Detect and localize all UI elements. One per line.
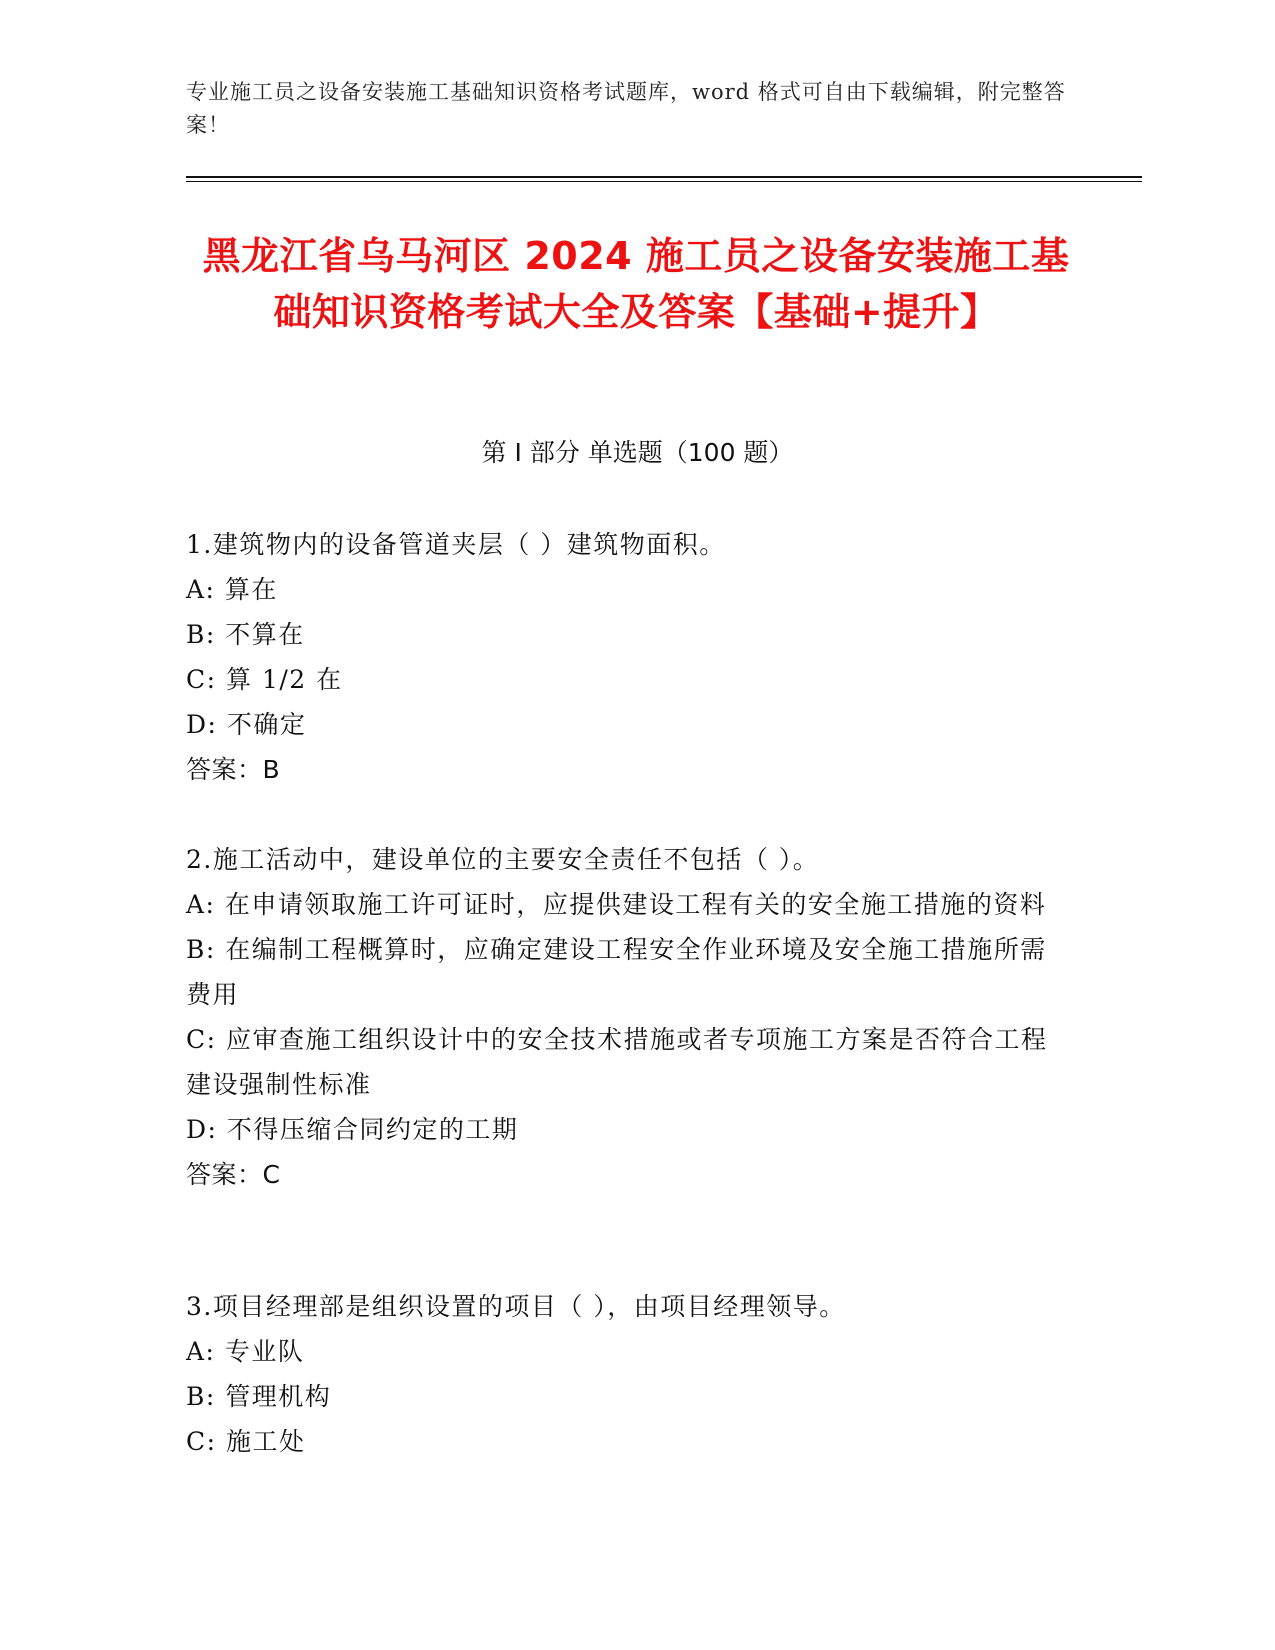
option-b: B: 不算在 bbox=[186, 620, 305, 649]
option-a: A: 算在 bbox=[186, 575, 278, 604]
question-item bbox=[186, 837, 1066, 1197]
question-stem: 1.建筑物内的设备管道夹层（ ）建筑物面积。 bbox=[186, 530, 726, 559]
option-a: A: 在申请领取施工许可证时，应提供建设工程有关的安全施工措施的资料 bbox=[186, 890, 1047, 919]
option-d: D: 不得压缩合同约定的工期 bbox=[186, 1115, 519, 1144]
option-b: B: 管理机构 bbox=[186, 1382, 332, 1411]
option-a: A: 专业队 bbox=[186, 1337, 305, 1366]
answer-line: 答案：B bbox=[186, 755, 281, 784]
answer-line: 答案：C bbox=[186, 1160, 281, 1189]
question-item bbox=[186, 1284, 1066, 1464]
question-item bbox=[186, 522, 1066, 792]
option-c: C: 应审查施工组织设计中的安全技术措施或者专项施工方案是否符合工程建设强制性标准 bbox=[186, 1025, 1048, 1099]
option-b: B: 在编制工程概算时，应确定建设工程安全作业环境及安全施工措施所需费用 bbox=[186, 935, 1047, 1009]
option-d: D: 不确定 bbox=[186, 710, 307, 739]
header-note: 专业施工员之设备安装施工基础知识资格考试题库，word 格式可自由下载编辑，附完整答案！ bbox=[186, 80, 1066, 137]
section-heading: 第 I 部分 单选题（100 题） bbox=[481, 438, 794, 467]
question-stem: 3.项目经理部是组织设置的项目（ ），由项目经理领导。 bbox=[186, 1292, 846, 1321]
option-c: C: 算 1/2 在 bbox=[186, 665, 343, 694]
document-title: 黑龙江省乌马河区 2024 施工员之设备安装施工基础知识资格考试大全及答案【基础+提升】 bbox=[202, 234, 1070, 334]
question-stem: 2.施工活动中，建设单位的主要安全责任不包括（ ）。 bbox=[186, 845, 820, 874]
header-divider-thin bbox=[186, 181, 1142, 182]
header-divider bbox=[186, 176, 1142, 178]
option-c: C: 施工处 bbox=[186, 1427, 306, 1456]
